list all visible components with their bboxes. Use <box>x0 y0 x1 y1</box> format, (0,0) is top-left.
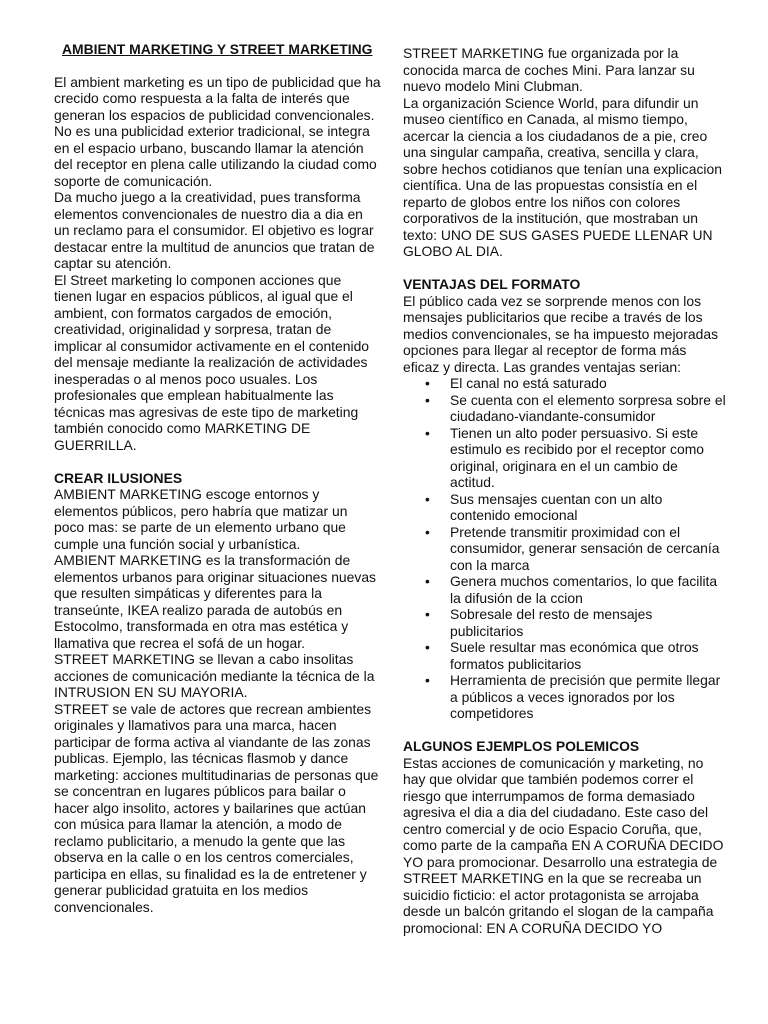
right-column <box>403 45 726 936</box>
section-paragraph-4: STREET se vale de actores que recrean ambientes originales y llamativos para una marca, hacen participar de forma activa al viandante de las zonas publicas. Ejemplo, las técnicas flasmob y dance marketing: acciones multitudinarias de personas que se concentran en lugares públicos para bailar o hacer algo insolito, actores y bailarines que actúan con música para llamar la atención, a modo de reclamo publicitario, a menudo la gente que las observa en la calle o en los centros comerciales, participa en ellas, su finalidad es la de entretener y generar publicidad gratuita en los medios convencionales. <box>54 700 379 915</box>
bullet-icon: • <box>425 573 430 589</box>
intro-paragraph-3: El Street marketing lo componen acciones que tienen lugar en espacios públicos, al igual que el ambient, con formatos cargados de emoción, creatividad, originalidad y sorpresa, tratan de implicar al consumidor activamente en el contenido del mensaje mediante la realización de actividades inesperadas o al menos poco usuales. Los profesionales que emplean habitualmente las técnicas mas agresivas de este tipo de marketing también conocido como MARKETING DE GUERRILLA. <box>54 271 370 453</box>
list-item <box>403 573 726 606</box>
list-item-text: Pretende transmitir proximidad con el consumidor, generar sensación de cercanía con la marca <box>450 523 720 573</box>
list-item <box>403 672 726 722</box>
list-item-text: Sobresale del resto de mensajes publicitarios <box>450 606 653 639</box>
bullet-icon: • <box>425 639 430 655</box>
bullet-icon: • <box>425 490 430 507</box>
intro-paragraph-2: Da mucho juego a la creatividad, pues transforma elementos convencionales de nuestro dia a dia en un reclamo para el consumidor. El objetivo es lograr destacar entre la multitud de anuncios que tratan de captar su atención. <box>54 189 375 271</box>
section-heading-crear-ilusiones: CREAR ILUSIONES <box>54 469 183 486</box>
list-item-text: Suele resultar mas económica que otros formatos publicitarios <box>450 639 699 672</box>
list-item <box>403 524 726 574</box>
intro-paragraph-1: El ambient marketing es un tipo de publicidad que ha crecido como respuesta a la falta de interés que generan los espacios de publicidad convencionales. No es una publicidad exterior tradicional, se integra en el espacio urbano, buscando llamar la atención del receptor en plena calle utilizando la ciudad como soporte de comunicación. <box>54 73 381 189</box>
bullet-icon: • <box>425 672 430 688</box>
ventajas-list <box>403 375 726 722</box>
bullet-icon: • <box>425 523 430 540</box>
list-item-text: Herramienta de precisión que permite llegar a públicos a veces ignorados por los competidores <box>450 672 721 721</box>
section-paragraph-1: AMBIENT MARKETING escoge entornos y elementos públicos, pero habría que matizar un poco mas: se parte de un elemento urbano que cumple una función social y urbanística. <box>54 486 348 552</box>
bullet-icon: • <box>425 375 430 391</box>
right-intro-paragraph-1: STREET MARKETING fue organizada por la conocida marca de coches Mini. Para lanzar su nuevo modelo Mini Clubman. <box>403 45 695 94</box>
list-item <box>403 491 726 524</box>
list-item <box>403 375 726 392</box>
bullet-icon: • <box>425 391 430 408</box>
right-intro-paragraph-2: La organización Science World, para difundir un museo científico en Canada, al mismo tiempo, acercar la ciencia a los ciudadanos de a pie, creo una singular campaña, creativa, sencilla y clara, sobre hechos cotidianos que tenían una explicacion científica. Una de las propuestas consistía en el reparto de globos entre los niños con colores corporativos de la institución, que mostraban un texto: UNO DE SUS GASES PUEDE LLENAR UN GLOBO AL DIA. <box>403 94 722 259</box>
bullet-icon: • <box>425 424 430 441</box>
section-paragraph-3: STREET MARKETING se llevan a cabo insolitas acciones de comunicación mediante la técnica de la INTRUSION EN SU MAYORIA. <box>54 651 375 700</box>
section-heading-ventajas: VENTAJAS DEL FORMATO <box>403 276 581 292</box>
spacer <box>403 260 726 277</box>
list-item <box>403 392 726 425</box>
list-item-text: Sus mensajes cuentan con un alto contenido emocional <box>450 490 663 523</box>
section-paragraph-2: AMBIENT MARKETING es la transformación de elementos urbanos para originar situaciones nuevas que resulten simpáticas y diferentes para la transeúnte, IKEA realizo parada de autobús en Estocolmo, transformada en otra mas estética y llamativa que recrea el sofá de un hogar. <box>54 552 376 651</box>
list-item <box>403 639 726 672</box>
list-item-text: Se cuenta con el elemento sorpresa sobre el ciudadano-viandante-consumidor <box>450 391 726 424</box>
ejemplos-paragraph: Estas acciones de comunicación y marketing, no hay que olvidar que también podemos correr el riesgo que interrumpamos de forma demasiado agresiva el dia a dia del ciudadano. Este caso del centro comercial y de ocio Espacio Coruña, que, como parte de la campaña EN A CORUÑA DECIDO YO para promocionar. Desarrollo una estrategia de STREET MARKETING en la que se recreaba un suicidio ficticio: el actor protagonista se arrojaba desde un balcón gritando el slogan de la campaña promocional: EN A CORUÑA DECIDO YO <box>403 754 724 936</box>
document-title: AMBIENT MARKETING Y STREET MARKETING <box>62 41 373 57</box>
list-item-text: Genera muchos comentarios, lo que facilita la difusión de la ccion <box>450 573 718 606</box>
section-heading-ejemplos: ALGUNOS EJEMPLOS POLEMICOS <box>403 738 640 754</box>
list-item-text: El canal no está saturado <box>450 375 607 391</box>
list-item <box>403 425 726 491</box>
list-item-text: Tienen un alto poder persuasivo. Si este estimulo es recibido por el receptor como original, originara en el un cambio de actitud. <box>450 424 705 490</box>
left-column <box>54 41 381 915</box>
spacer <box>54 453 381 470</box>
spacer <box>403 722 726 739</box>
ventajas-intro: El público cada vez se sorprende menos con los mensajes publicitarios que recibe a través de los medios convencionales, se ha impuesto mejoradas opciones para llegar al receptor de forma más eficaz y directa. Las grandes ventajas serian: <box>403 292 719 375</box>
bullet-icon: • <box>425 606 430 622</box>
list-item <box>403 606 726 639</box>
